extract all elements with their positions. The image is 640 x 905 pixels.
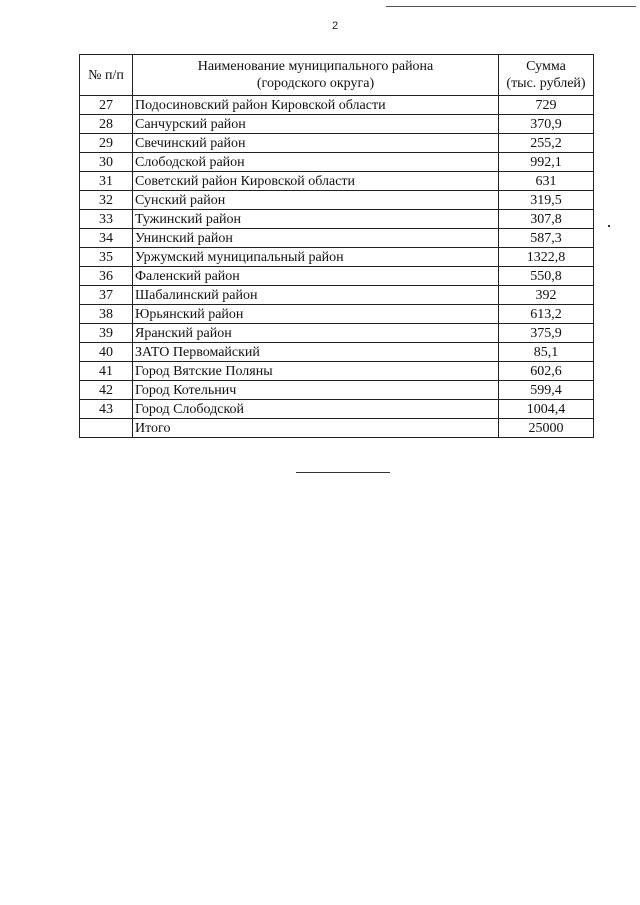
row-number-cell: 40 (80, 343, 133, 362)
total-sum-cell: 25000 (499, 419, 594, 438)
table-row (80, 267, 594, 286)
top-rule (386, 6, 636, 7)
row-sum-cell: 370,9 (499, 115, 594, 134)
row-name-cell: Сунский район (133, 191, 499, 210)
table-row (80, 324, 594, 343)
table-row (80, 191, 594, 210)
table-row (80, 286, 594, 305)
row-sum-cell: 1322,8 (499, 248, 594, 267)
header-number (80, 55, 133, 96)
row-number-cell: 42 (80, 381, 133, 400)
row-name-cell: Унинский район (133, 229, 499, 248)
row-name-cell: Советский район Кировской области (133, 172, 499, 191)
row-sum-cell: 587,3 (499, 229, 594, 248)
header-name-line1: Наименование муниципального района (197, 59, 434, 74)
row-name-cell: Юрьянский район (133, 305, 499, 324)
table-row (80, 153, 594, 172)
row-name-cell: ЗАТО Первомайский (133, 343, 499, 362)
row-name-cell: Свечинский район (133, 134, 499, 153)
table-row (80, 362, 594, 381)
table-row (80, 400, 594, 419)
row-sum-cell: 613,2 (499, 305, 594, 324)
header-name (133, 55, 499, 96)
row-sum-cell: 85,1 (499, 343, 594, 362)
table-row (80, 248, 594, 267)
row-sum-cell: 392 (499, 286, 594, 305)
row-name-cell: Уржумский муниципальный район (133, 248, 499, 267)
row-name-cell: Яранский район (133, 324, 499, 343)
row-number-cell: 37 (80, 286, 133, 305)
page-number: 2 (332, 20, 339, 32)
row-sum-cell: 599,4 (499, 381, 594, 400)
row-number-cell: 39 (80, 324, 133, 343)
row-name-cell: Подосиновский район Кировской области (133, 96, 499, 115)
table-row (80, 305, 594, 324)
row-sum-cell: 631 (499, 172, 594, 191)
row-number-cell: 29 (80, 134, 133, 153)
row-name-cell: Санчурский район (133, 115, 499, 134)
row-name-cell: Тужинский район (133, 210, 499, 229)
row-number-cell: 32 (80, 191, 133, 210)
header-number-label: № п/п (88, 67, 124, 83)
table-row (80, 381, 594, 400)
row-name-cell: Город Вятские Поляны (133, 362, 499, 381)
table-row (80, 134, 594, 153)
row-sum-cell: 550,8 (499, 267, 594, 286)
row-sum-cell: 992,1 (499, 153, 594, 172)
row-number-cell: 33 (80, 210, 133, 229)
row-sum-cell: 729 (499, 96, 594, 115)
table-body (80, 96, 594, 419)
row-number-cell: 41 (80, 362, 133, 381)
row-sum-cell: 307,8 (499, 210, 594, 229)
header-sum (499, 55, 594, 96)
table-row (80, 343, 594, 362)
table-row (80, 172, 594, 191)
table-header-row (80, 55, 594, 96)
header-sum-line2: (тыс. рублей) (506, 76, 586, 91)
row-name-cell: Фаленский район (133, 267, 499, 286)
row-number-cell: 30 (80, 153, 133, 172)
row-name-cell: Город Слободской (133, 400, 499, 419)
row-sum-cell: 255,2 (499, 134, 594, 153)
row-number-cell: 35 (80, 248, 133, 267)
table-row (80, 229, 594, 248)
allocation-table (79, 54, 594, 438)
header-name-line2: (городского округа) (256, 76, 375, 91)
total-row (80, 419, 594, 438)
row-sum-cell: 1004,4 (499, 400, 594, 419)
scan-speck (608, 225, 610, 227)
table-row (80, 96, 594, 115)
total-label-cell: Итого (133, 419, 499, 438)
row-name-cell: Город Котельнич (133, 381, 499, 400)
row-number-cell: 27 (80, 96, 133, 115)
row-number-cell: 31 (80, 172, 133, 191)
row-number-cell: 28 (80, 115, 133, 134)
table-row (80, 210, 594, 229)
row-number-cell: 43 (80, 400, 133, 419)
row-number-cell: 34 (80, 229, 133, 248)
row-number-cell: 36 (80, 267, 133, 286)
bottom-rule (296, 472, 390, 473)
row-number-cell: 38 (80, 305, 133, 324)
header-sum-line1: Сумма (526, 59, 566, 74)
row-sum-cell: 319,5 (499, 191, 594, 210)
row-name-cell: Шабалинский район (133, 286, 499, 305)
total-number-cell (80, 419, 133, 438)
row-name-cell: Слободской район (133, 153, 499, 172)
row-sum-cell: 602,6 (499, 362, 594, 381)
table-row (80, 115, 594, 134)
row-sum-cell: 375,9 (499, 324, 594, 343)
